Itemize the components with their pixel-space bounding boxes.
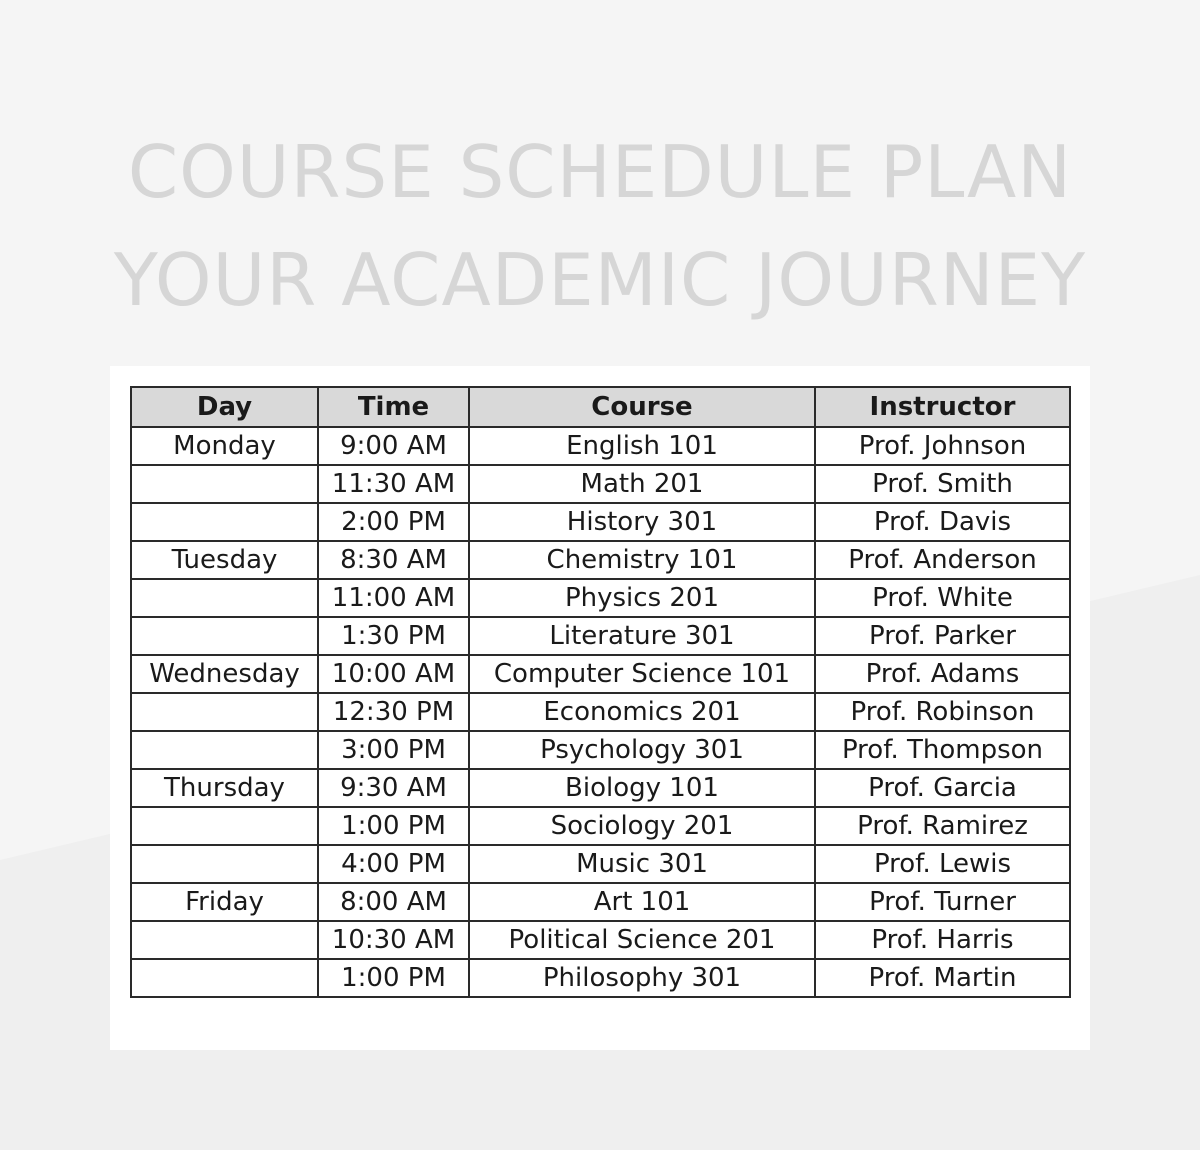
cell-day	[131, 693, 318, 731]
cell-time: 8:00 AM	[318, 883, 469, 921]
cell-course: Political Science 201	[469, 921, 815, 959]
table-row	[131, 959, 1070, 997]
schedule-body	[131, 427, 1070, 997]
cell-day	[131, 731, 318, 769]
header-time: Time	[318, 387, 469, 427]
schedule-table	[130, 386, 1071, 998]
table-row	[131, 769, 1070, 807]
cell-course: Sociology 201	[469, 807, 815, 845]
cell-time: 1:00 PM	[318, 807, 469, 845]
table-row	[131, 921, 1070, 959]
cell-course: Physics 201	[469, 579, 815, 617]
cell-day: Friday	[131, 883, 318, 921]
header-instructor: Instructor	[815, 387, 1070, 427]
cell-instructor: Prof. Martin	[815, 959, 1070, 997]
cell-day	[131, 579, 318, 617]
cell-instructor: Prof. Robinson	[815, 693, 1070, 731]
table-row	[131, 807, 1070, 845]
cell-instructor: Prof. Harris	[815, 921, 1070, 959]
cell-course: Literature 301	[469, 617, 815, 655]
cell-course: Math 201	[469, 465, 815, 503]
table-row	[131, 883, 1070, 921]
header-day: Day	[131, 387, 318, 427]
cell-instructor: Prof. Lewis	[815, 845, 1070, 883]
cell-day	[131, 503, 318, 541]
cell-time: 9:30 AM	[318, 769, 469, 807]
cell-course: Music 301	[469, 845, 815, 883]
cell-time: 1:00 PM	[318, 959, 469, 997]
table-row	[131, 465, 1070, 503]
table-row	[131, 617, 1070, 655]
cell-course: Computer Science 101	[469, 655, 815, 693]
cell-course: History 301	[469, 503, 815, 541]
schedule-sheet	[110, 366, 1090, 1050]
cell-instructor: Prof. Ramirez	[815, 807, 1070, 845]
cell-course: Philosophy 301	[469, 959, 815, 997]
cell-time: 2:00 PM	[318, 503, 469, 541]
table-header-row	[131, 387, 1070, 427]
cell-time: 10:30 AM	[318, 921, 469, 959]
cell-day: Monday	[131, 427, 318, 465]
table-row	[131, 427, 1070, 465]
cell-course: Art 101	[469, 883, 815, 921]
cell-course: Chemistry 101	[469, 541, 815, 579]
cell-instructor: Prof. Thompson	[815, 731, 1070, 769]
title-line-1: COURSE SCHEDULE PLAN	[127, 130, 1073, 214]
cell-time: 3:00 PM	[318, 731, 469, 769]
title-line-2: YOUR ACADEMIC JOURNEY	[113, 238, 1087, 322]
cell-course: Economics 201	[469, 693, 815, 731]
cell-day	[131, 959, 318, 997]
cell-instructor: Prof. White	[815, 579, 1070, 617]
cell-course: Biology 101	[469, 769, 815, 807]
cell-time: 11:30 AM	[318, 465, 469, 503]
table-row	[131, 655, 1070, 693]
table-row	[131, 845, 1070, 883]
cell-instructor: Prof. Anderson	[815, 541, 1070, 579]
table-row	[131, 579, 1070, 617]
cell-time: 4:00 PM	[318, 845, 469, 883]
table-row	[131, 693, 1070, 731]
cell-time: 10:00 AM	[318, 655, 469, 693]
cell-day: Wednesday	[131, 655, 318, 693]
cell-day	[131, 617, 318, 655]
cell-day	[131, 465, 318, 503]
cell-instructor: Prof. Smith	[815, 465, 1070, 503]
cell-course: English 101	[469, 427, 815, 465]
cell-instructor: Prof. Davis	[815, 503, 1070, 541]
cell-day: Thursday	[131, 769, 318, 807]
cell-instructor: Prof. Johnson	[815, 427, 1070, 465]
cell-time: 11:00 AM	[318, 579, 469, 617]
page-title	[0, 118, 1200, 334]
table-row	[131, 503, 1070, 541]
cell-instructor: Prof. Turner	[815, 883, 1070, 921]
cell-time: 12:30 PM	[318, 693, 469, 731]
cell-time: 1:30 PM	[318, 617, 469, 655]
table-row	[131, 541, 1070, 579]
cell-instructor: Prof. Parker	[815, 617, 1070, 655]
cell-instructor: Prof. Garcia	[815, 769, 1070, 807]
cell-instructor: Prof. Adams	[815, 655, 1070, 693]
cell-time: 8:30 AM	[318, 541, 469, 579]
cell-day	[131, 921, 318, 959]
cell-day	[131, 807, 318, 845]
table-row	[131, 731, 1070, 769]
cell-day: Tuesday	[131, 541, 318, 579]
cell-time: 9:00 AM	[318, 427, 469, 465]
cell-day	[131, 845, 318, 883]
cell-course: Psychology 301	[469, 731, 815, 769]
header-course: Course	[469, 387, 815, 427]
